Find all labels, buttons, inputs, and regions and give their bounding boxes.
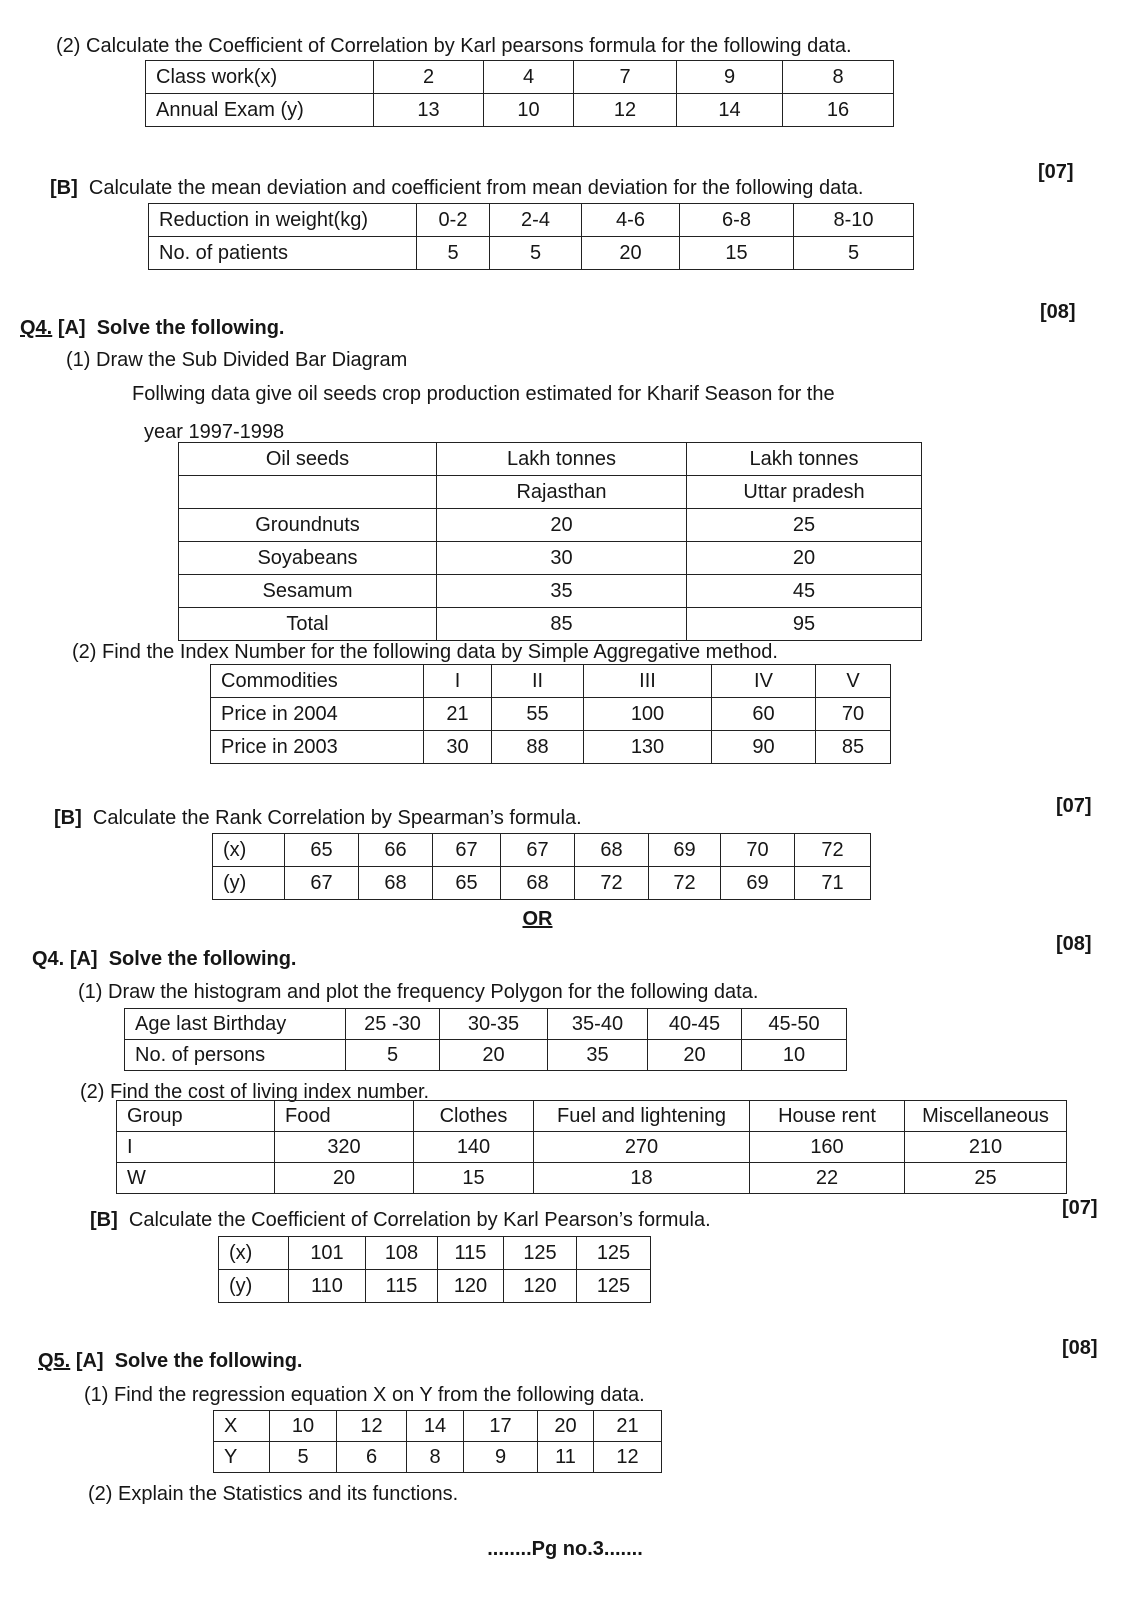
q4-b-question	[54, 806, 582, 830]
column-header: Miscellaneous	[905, 1101, 1067, 1132]
q4-a1-question: (1) Draw the Sub Divided Bar Diagram	[66, 349, 408, 371]
question-text: Solve the following.	[114, 1350, 303, 1372]
table-cell: 72	[649, 867, 721, 900]
table-cell: 68	[359, 867, 433, 900]
table-cell: 30-35	[440, 1009, 548, 1040]
table-cell: 15	[414, 1163, 534, 1194]
column-subheader	[179, 476, 437, 509]
q4-a1-description-year: year 1997-1998	[144, 421, 285, 443]
table-cell: 120	[438, 1270, 504, 1303]
cost-of-living-table	[116, 1100, 1067, 1194]
table-cell: 5	[346, 1040, 440, 1071]
table-cell: 10	[742, 1040, 847, 1071]
table-cell: 25 -30	[346, 1009, 440, 1040]
column-subheader: Rajasthan	[437, 476, 687, 509]
table-cell: III	[584, 665, 712, 698]
table-cell: 14	[677, 94, 783, 127]
table-header-row	[179, 476, 922, 509]
table-cell: 45-50	[742, 1009, 847, 1040]
table-row	[219, 1237, 651, 1270]
table-cell: 5	[270, 1442, 337, 1473]
section-label: [B]	[54, 807, 82, 829]
table-cell: 16	[783, 94, 894, 127]
table-cell: II	[492, 665, 584, 698]
table-cell: 101	[289, 1237, 366, 1270]
row-label: Total	[179, 608, 437, 641]
table-row	[211, 698, 891, 731]
question-number: Q4.	[20, 317, 53, 339]
row-label: Price in 2004	[211, 698, 424, 731]
marks: [08]	[1040, 301, 1076, 323]
table-cell: 70	[721, 834, 795, 867]
table-cell: V	[816, 665, 891, 698]
table-cell: 12	[337, 1411, 407, 1442]
table-cell: 10	[270, 1411, 337, 1442]
row-label: (y)	[219, 1270, 289, 1303]
table-cell: 65	[433, 867, 501, 900]
table-cell: 85	[816, 731, 891, 764]
q5-a-heading	[38, 1349, 303, 1373]
column-header: Clothes	[414, 1101, 534, 1132]
question-text: Calculate the mean deviation and coefficient from mean deviation for the following data.	[88, 177, 864, 199]
table-row	[125, 1040, 847, 1071]
row-label: Price in 2003	[211, 731, 424, 764]
table-cell: 35	[548, 1040, 648, 1071]
row-label: Age last Birthday	[125, 1009, 346, 1040]
table-cell: 12	[574, 94, 677, 127]
table-cell: 8	[783, 61, 894, 94]
rank-correlation-table	[212, 833, 871, 900]
table-row	[179, 542, 922, 575]
table-cell: 20	[687, 542, 922, 575]
table-cell: 69	[721, 867, 795, 900]
q4-a-heading	[20, 316, 285, 340]
table-cell: 5	[794, 237, 914, 270]
table-cell: 55	[492, 698, 584, 731]
row-label: Class work(x)	[146, 61, 374, 94]
table-row	[149, 237, 914, 270]
table-cell: 68	[575, 834, 649, 867]
page-footer: ........Pg no.3.......	[487, 1538, 643, 1560]
table-cell: 14	[407, 1411, 464, 1442]
q4-a1-description: Follwing data give oil seeds crop production estimated for Kharif Season for the	[132, 383, 835, 405]
table-cell: 115	[438, 1237, 504, 1270]
oil-seeds-table	[178, 442, 922, 641]
q4-alt-a1-question: (1) Draw the histogram and plot the frequency Polygon for the following data.	[78, 981, 759, 1003]
table-cell: 40-45	[648, 1009, 742, 1040]
table-cell: 60	[712, 698, 816, 731]
row-label: Y	[214, 1442, 270, 1473]
table-row	[179, 575, 922, 608]
row-label: Reduction in weight(kg)	[149, 204, 417, 237]
table-cell: 4-6	[582, 204, 680, 237]
section-label: [B]	[90, 1209, 118, 1231]
table-cell: 12	[594, 1442, 662, 1473]
table-row	[214, 1442, 662, 1473]
table-cell: 4	[484, 61, 574, 94]
index-number-table	[210, 664, 891, 764]
row-label: (x)	[213, 834, 285, 867]
table-cell: 320	[275, 1132, 414, 1163]
marks: [08]	[1056, 933, 1092, 955]
table-cell: 6	[337, 1442, 407, 1473]
table-cell: 15	[680, 237, 794, 270]
table-cell: 30	[437, 542, 687, 575]
regression-table	[213, 1410, 662, 1473]
column-header: Lakh tonnes	[437, 443, 687, 476]
table-cell: 270	[534, 1132, 750, 1163]
correlation-table-1	[145, 60, 894, 127]
question-text: Calculate the Rank Correlation by Spearman’s formula.	[92, 807, 582, 829]
row-label: No. of persons	[125, 1040, 346, 1071]
table-row	[125, 1009, 847, 1040]
table-row	[117, 1163, 1067, 1194]
table-cell: 11	[538, 1442, 594, 1473]
table-header-row	[179, 443, 922, 476]
table-row	[146, 61, 894, 94]
marks: [07]	[1056, 795, 1092, 817]
row-label: Annual Exam (y)	[146, 94, 374, 127]
table-cell: 160	[750, 1132, 905, 1163]
table-cell: I	[424, 665, 492, 698]
question-text: Solve the following.	[96, 317, 285, 339]
row-label: X	[214, 1411, 270, 1442]
table-cell: 8-10	[794, 204, 914, 237]
table-cell: 20	[437, 509, 687, 542]
question-text: Calculate the Coefficient of Correlation by Karl Pearson’s formula.	[128, 1209, 711, 1231]
q3-a2-question: (2) Calculate the Coefficient of Correlation by Karl pearsons formula for the following data.	[56, 35, 852, 57]
table-cell: 70	[816, 698, 891, 731]
table-header-row	[117, 1101, 1067, 1132]
table-cell: 65	[285, 834, 359, 867]
row-label: Sesamum	[179, 575, 437, 608]
row-label: (y)	[213, 867, 285, 900]
table-row	[179, 509, 922, 542]
table-row	[149, 204, 914, 237]
table-row	[213, 834, 871, 867]
section-label: [A]	[75, 1350, 104, 1372]
table-cell: 20	[582, 237, 680, 270]
table-cell: 0-2	[417, 204, 490, 237]
section-label: [B]	[50, 177, 78, 199]
q5-a1-question: (1) Find the regression equation X on Y from the following data.	[84, 1384, 645, 1406]
column-subheader: Uttar pradesh	[687, 476, 922, 509]
row-label: (x)	[219, 1237, 289, 1270]
row-label: Soyabeans	[179, 542, 437, 575]
table-cell: 72	[795, 834, 871, 867]
table-cell: 9	[464, 1442, 538, 1473]
table-cell: 25	[687, 509, 922, 542]
table-cell: 90	[712, 731, 816, 764]
table-cell: 67	[285, 867, 359, 900]
histogram-table	[124, 1008, 847, 1071]
q4-alt-b-question	[90, 1208, 711, 1232]
table-cell: 35-40	[548, 1009, 648, 1040]
karl-pearson-table	[218, 1236, 651, 1303]
table-cell: 45	[687, 575, 922, 608]
table-row	[117, 1132, 1067, 1163]
q4-alt-a-heading	[32, 947, 297, 971]
question-number: Q5.	[38, 1350, 71, 1372]
marks: [08]	[1062, 1337, 1098, 1359]
column-header: Fuel and lightening	[534, 1101, 750, 1132]
table-cell: 120	[504, 1270, 577, 1303]
table-cell: 21	[424, 698, 492, 731]
table-cell: 125	[577, 1237, 651, 1270]
table-cell: 20	[440, 1040, 548, 1071]
table-cell: 18	[534, 1163, 750, 1194]
column-header: Food	[275, 1101, 414, 1132]
table-cell: 20	[538, 1411, 594, 1442]
question-text: Solve the following.	[108, 948, 297, 970]
table-cell: 25	[905, 1163, 1067, 1194]
or-separator: OR	[522, 908, 553, 930]
table-cell: 5	[490, 237, 582, 270]
table-cell: 210	[905, 1132, 1067, 1163]
table-cell: 125	[577, 1270, 651, 1303]
row-label: W	[117, 1163, 275, 1194]
q3-b-question	[50, 176, 863, 200]
table-row	[211, 731, 891, 764]
question-number: Q4.	[32, 948, 65, 970]
table-cell: 5	[417, 237, 490, 270]
table-cell: 140	[414, 1132, 534, 1163]
table-row	[213, 867, 871, 900]
table-cell: 13	[374, 94, 484, 127]
q4-a2-question: (2) Find the Index Number for the following data by Simple Aggregative method.	[72, 641, 778, 663]
table-row	[179, 608, 922, 641]
table-cell: 130	[584, 731, 712, 764]
table-cell: 10	[484, 94, 574, 127]
marks: [07]	[1038, 161, 1074, 183]
table-cell: 35	[437, 575, 687, 608]
row-label: Commodities	[211, 665, 424, 698]
table-cell: 71	[795, 867, 871, 900]
table-cell: 67	[501, 834, 575, 867]
q5-a2-question: (2) Explain the Statistics and its functions.	[88, 1483, 459, 1505]
table-cell: 72	[575, 867, 649, 900]
table-cell: IV	[712, 665, 816, 698]
table-cell: 20	[648, 1040, 742, 1071]
table-cell: 68	[501, 867, 575, 900]
row-label: I	[117, 1132, 275, 1163]
row-label: No. of patients	[149, 237, 417, 270]
table-row	[146, 94, 894, 127]
table-cell: 17	[464, 1411, 538, 1442]
table-cell: 67	[433, 834, 501, 867]
table-cell: 88	[492, 731, 584, 764]
table-row	[214, 1411, 662, 1442]
table-cell: 69	[649, 834, 721, 867]
table-cell: 9	[677, 61, 783, 94]
row-label: Group	[117, 1101, 275, 1132]
row-label: Groundnuts	[179, 509, 437, 542]
table-cell: 20	[275, 1163, 414, 1194]
table-cell: 85	[437, 608, 687, 641]
table-cell: 6-8	[680, 204, 794, 237]
table-cell: 108	[366, 1237, 438, 1270]
table-cell: 115	[366, 1270, 438, 1303]
table-cell: 66	[359, 834, 433, 867]
table-row	[211, 665, 891, 698]
table-cell: 2-4	[490, 204, 582, 237]
table-cell: 2	[374, 61, 484, 94]
column-header: Oil seeds	[179, 443, 437, 476]
table-cell: 110	[289, 1270, 366, 1303]
section-label: [A]	[69, 948, 98, 970]
column-header: Lakh tonnes	[687, 443, 922, 476]
table-cell: 30	[424, 731, 492, 764]
q4-alt-a2-question: (2) Find the cost of living index number.	[80, 1081, 430, 1103]
marks: [07]	[1062, 1197, 1098, 1219]
table-cell: 22	[750, 1163, 905, 1194]
table-cell: 7	[574, 61, 677, 94]
table-cell: 95	[687, 608, 922, 641]
table-cell: 125	[504, 1237, 577, 1270]
table-cell: 100	[584, 698, 712, 731]
column-header: House rent	[750, 1101, 905, 1132]
mean-deviation-table	[148, 203, 914, 270]
section-label: [A]	[57, 317, 86, 339]
table-cell: 8	[407, 1442, 464, 1473]
table-row	[219, 1270, 651, 1303]
table-cell: 21	[594, 1411, 662, 1442]
